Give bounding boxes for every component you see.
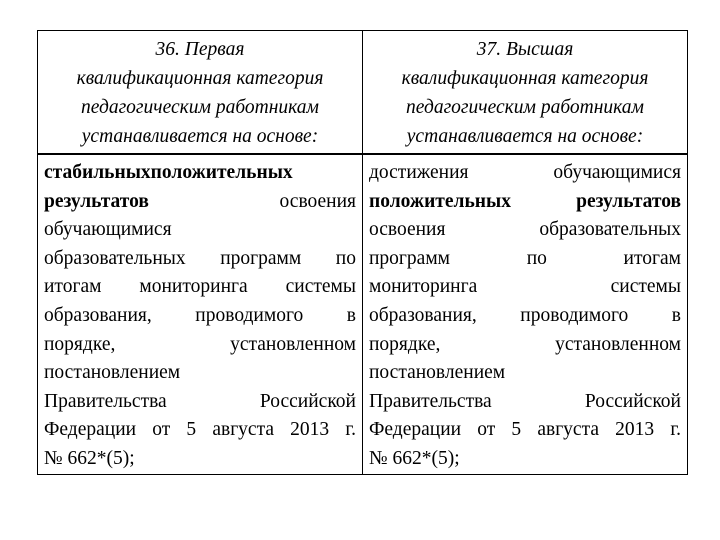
first-criteria-line: Правительства Российской: [44, 390, 356, 412]
highest-criteria-line: Федерации от 5 августа 2013 г.: [369, 419, 681, 441]
highest-criteria-line: программ по итогам: [369, 247, 681, 269]
highest-criteria-line: мониторинга системы: [369, 276, 681, 298]
first-category-header-line: квалификационная категория: [76, 68, 324, 89]
first-criteria-bold-line: стабильныхположительных: [44, 162, 293, 183]
highest-category-title: 37. Высшая: [476, 39, 574, 60]
first-criteria-bold-word: результатов: [44, 190, 149, 212]
first-criteria-line: № 662*(5);: [44, 447, 135, 469]
highest-criteria-line: образования, проводимого в: [369, 304, 681, 326]
highest-criteria-line: постановлением: [369, 362, 506, 384]
first-category-header: [38, 31, 363, 155]
first-criteria-line: образовательных программ по: [44, 247, 356, 269]
first-category-header-line: педагогическим работникам: [81, 97, 319, 118]
first-criteria-line: [44, 188, 356, 217]
first-criteria-line: порядке, установленном: [44, 333, 356, 355]
body-row: [38, 154, 688, 475]
first-criteria-line: обучающимися: [44, 219, 172, 241]
header-row: [38, 31, 688, 155]
first-criteria-line: Федерации от 5 августа 2013 г.: [44, 419, 356, 441]
highest-criteria-line: достижения обучающимися: [369, 162, 681, 183]
first-category-criteria: [38, 154, 363, 475]
highest-category-header-line: квалификационная категория: [401, 68, 649, 89]
highest-criteria-line: порядке, установленном: [369, 333, 681, 355]
first-category-header-line: устанавливается на основе:: [81, 126, 319, 147]
highest-category-header-line: устанавливается на основе:: [406, 126, 644, 147]
highest-criteria-line: освоения образовательных: [369, 219, 681, 241]
highest-category-criteria: [363, 154, 688, 475]
first-criteria-line: постановлением: [44, 362, 181, 384]
category-comparison-table: [37, 30, 688, 475]
highest-category-header: [363, 31, 688, 155]
highest-criteria-bold-line: положительных результатов: [369, 190, 681, 212]
highest-criteria-line: Правительства Российской: [369, 390, 681, 412]
first-category-title: 36. Первая: [155, 39, 245, 60]
highest-criteria-line: № 662*(5);: [369, 447, 460, 469]
first-criteria-line: образования, проводимого в: [44, 304, 356, 326]
first-criteria-word: освоения: [279, 190, 356, 212]
highest-category-header-line: педагогическим работникам: [406, 97, 644, 118]
first-criteria-line: итогам мониторинга системы: [44, 276, 356, 298]
